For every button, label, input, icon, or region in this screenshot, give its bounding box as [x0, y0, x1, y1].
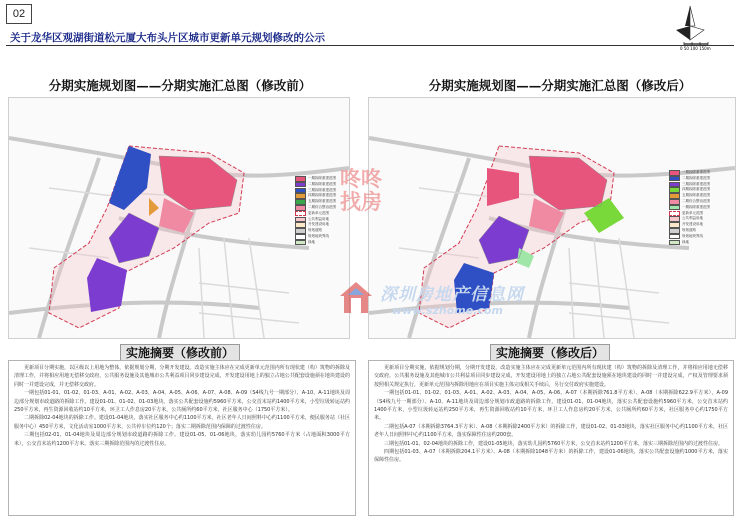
legend-label: 三期拆除重建范围	[308, 187, 336, 192]
summary-heading-after: 实施摘要（修改后）	[490, 344, 610, 362]
summary-box-after	[368, 360, 734, 516]
page-number: 02	[6, 4, 32, 24]
legend-swatch	[669, 199, 680, 205]
title-divider	[6, 45, 734, 46]
legend-label: 绿地	[308, 239, 315, 244]
legend-swatch	[669, 187, 680, 193]
legend-label: 开发建设用地	[682, 222, 703, 227]
legend-label: 开发建设用地	[308, 222, 329, 227]
legend-label: 三期拆除重建范围	[682, 181, 710, 186]
legend-swatch	[669, 222, 680, 228]
map-panel-before	[8, 97, 350, 339]
legend-swatch	[295, 176, 306, 182]
summary-paragraph: 四期包括01-03、A-07（本期拆除204.1平方米）、A-08（本期拆除1048平方米）的拆除工作，建设01-06地块，落实公共配套设施约1000平方米，落实保障性住房。	[374, 449, 728, 464]
szhome-logo-icon	[338, 280, 374, 316]
legend-label: 四期拆除重建范围	[682, 187, 710, 192]
legend-swatch	[295, 211, 306, 217]
legend-label: 规划地块界线	[682, 233, 703, 238]
legend-swatch	[295, 234, 306, 240]
legend-label: 四期拆除重建范围	[308, 193, 336, 198]
legend-swatch	[295, 182, 306, 188]
legend-swatch	[295, 188, 306, 194]
legend-swatch	[295, 217, 306, 223]
legend-label: 二期拆除重建范围	[308, 181, 336, 186]
north-arrow-icon	[664, 4, 722, 50]
summary-paragraph: 三期包括02-01、01-04地块及周边部分规划市政道路的拆除工作。建设01-05、01-06地块，落实幼儿园约5760平方米（占地面积3000平方米），公交首末站约1200平方米。落实三期拆除范围内的过渡性住房。	[14, 432, 350, 447]
legend-swatch	[669, 211, 680, 217]
legend-swatch	[295, 205, 306, 211]
legend-swatch	[669, 205, 680, 211]
summary-heading-before: 实施摘要（修改前）	[120, 344, 240, 362]
summary-paragraph: 二期包括A-07（本期拆除3764.3平方米）、A-08（本期拆除2400平方米）的拆除工作，建设01-02、01-03地块，落实社区服务中心约1100平方米，社区老年人日间照料中心约1100平方米，落实保障性住房约200套。	[374, 423, 728, 439]
watermark-site-name: 深圳房地产信息网	[380, 285, 524, 305]
legend-swatch	[295, 193, 306, 199]
summary-paragraph: 三期包括01-01、02-04地块的拆除工作，建设01-05地块，落实幼儿园约5760平方米，公交首末站约1200平方米，落实三期拆除范围内的过渡性住房。	[384, 440, 724, 447]
legend-label: 绿地	[682, 239, 689, 244]
legend-label: 规划道路	[308, 228, 322, 233]
legend-swatch	[295, 199, 306, 205]
legend-label: 一期拆除重建范围	[682, 204, 710, 209]
legend-label: 五期拆除重建范围	[682, 193, 710, 198]
legend-swatch	[669, 228, 680, 234]
legend-swatch	[669, 170, 680, 176]
legend-swatch	[669, 216, 680, 222]
summary-paragraph: 更新项目分期实施，以区级以上用地为整体，依据规划分期，分期开发建设。改造实施主体应在完成更新单元范围内所有现状建（构）筑物的拆除及清理工作，并将相应用地无偿移交政府，公共服务设施及其他城市公共利益项目同步建设完成，开发建设用地上的独立占地公共配套设施须在地块建设的同时一并建设完成，并无偿移交政府。	[14, 365, 350, 388]
legend-label: 一期拆除重建范围	[308, 176, 336, 180]
legend-label: 一期拆除重建范围	[682, 170, 710, 174]
summary-paragraph: 一期包括01-01、01-02、01-03、A-01、A-02、A-03、A-04、A-05、A-06、A-07（本期拆除761.8平方米）、A-08（本期拆除622.9平方米），A-09（S4线九号一期部分）、A-10、A-11地块及周边部分规划市政道路的拆除工作。建设01-01、01-04地块，落实公共配套设施约5960平方米，公交首末站约1400平方米，小型垃圾转运站约250平方米，再生资源回收站约10平方米，环卫工人作息房约20平方米，公共厕所约60平方米，社区服务中心约1750平方米。	[374, 390, 728, 422]
legend-swatch	[295, 228, 306, 234]
legend-label: 公共利益用地	[682, 216, 703, 221]
scale-bar-label: 0 50 100 150m	[680, 46, 711, 50]
summary-paragraph: 更新项目分期实施，依据规划分期，分期开发建设，改造实施主体应在完成更新单元范围内所有现状建（构）筑物的拆除及清理工作，并将相应用地无偿移交政府，公共服务设施及其他城市公共利益项目同步建设完成，开发建设用地上的独立占地公共配套设施须在地块建设的同时一并建设完成，产权及管理要求须按照相关规定执行，更新单元范围内拆除用地应在项目实施主体完成相关手续后，另行交付政府实施建设。	[374, 365, 728, 388]
legend-swatch	[295, 240, 306, 246]
map-title-after: 分期实施规划图——分期实施汇总图（修改后）	[428, 78, 692, 93]
document-title: 关于龙华区观湖街道松元厦大布头片区城市更新单元规划修改的公示	[10, 32, 325, 44]
watermark-side-badge: 咚咚找房	[340, 167, 382, 214]
summary-box-before	[8, 360, 356, 516]
legend-label: 公共利益用地	[308, 216, 329, 221]
legend-label: 二期综合整治范围	[682, 198, 710, 203]
legend-swatch	[669, 193, 680, 199]
summary-paragraph: 一期包括01-01、01-02、01-03、A-01、A-02、A-03、A-04、A-05、A-06、A-07、A-08、A-09（S4线九号一期部分）、A-10、A-11地块及周边部分规划市政道路的拆除工作。建设01-01、01-02、01-03地块。落实公共配套设施约5960平方米，公交首末站约1400平方米，小型垃圾转运站约250平方米，再生资源回收站约10平方米，环卫工人作息房20平方米，公共厕所约60平方米，社区服务中心（1750平方米）。	[14, 390, 350, 414]
legend-item	[669, 240, 710, 246]
map-legend-after	[669, 170, 710, 245]
legend-label: 规划地块界线	[308, 233, 329, 238]
legend-item	[295, 240, 336, 246]
map-title-before: 分期实施规划图——分期实施汇总图（修改前）	[48, 78, 312, 93]
legend-label: 更新单元范围	[682, 210, 703, 215]
legend-label: 规划道路	[682, 227, 696, 232]
summary-paragraph: 二期拆除02-04地块的拆除工作。建设01-04地块，落实社区服务中心约1100平方米，社区老年人日间照料中心约1100平方米，便民服务站（社区服务中心）450平方米，文化活动室1000平方米，公共停车位约120个；落实二期拆除范围内保障的过渡性住房。	[14, 415, 350, 430]
watermark-url: www.szhome.com	[392, 304, 503, 317]
map-legend-before	[295, 176, 336, 246]
legend-label: 五期拆除重建范围	[308, 199, 336, 204]
legend-swatch	[295, 222, 306, 228]
legend-swatch	[669, 182, 680, 188]
legend-swatch	[669, 240, 680, 246]
legend-swatch	[669, 234, 680, 240]
legend-swatch	[669, 176, 680, 182]
legend-label: 二期综合整治范围	[308, 204, 336, 209]
legend-label: 更新单元范围	[308, 210, 329, 215]
legend-label: 二期拆除重建范围	[682, 175, 710, 180]
